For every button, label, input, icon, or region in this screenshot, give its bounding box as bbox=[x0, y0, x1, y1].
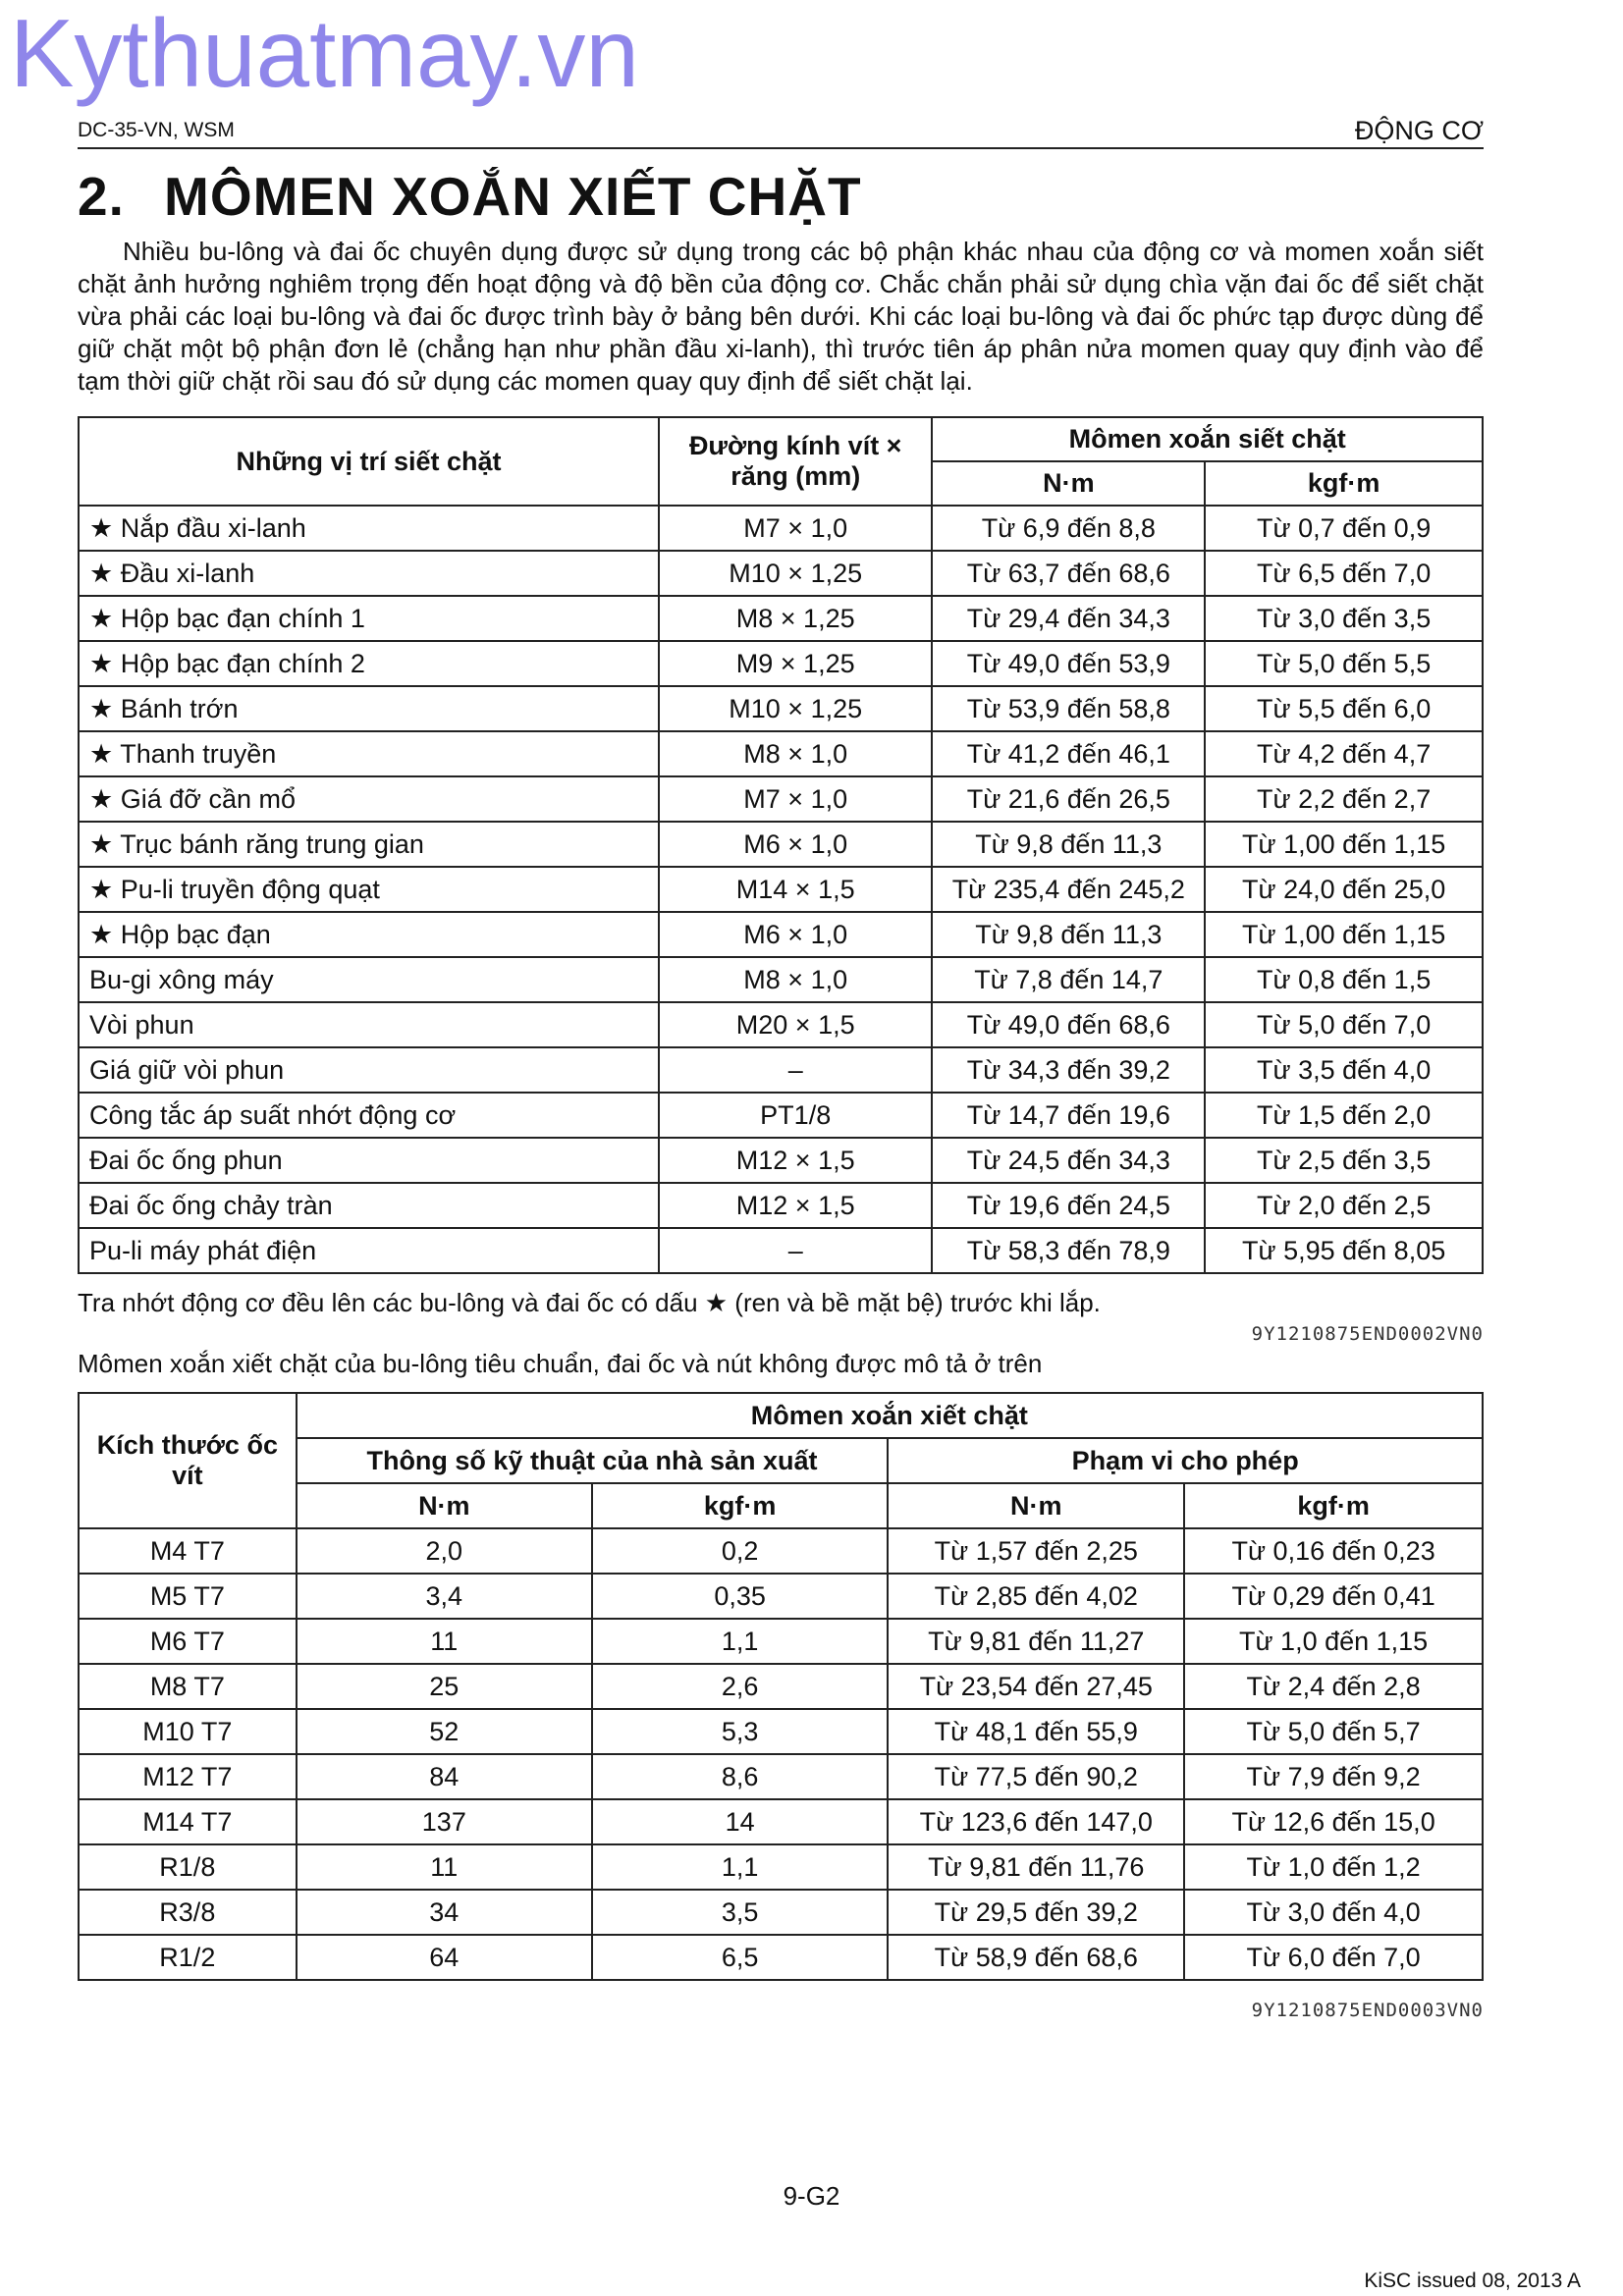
header-rule bbox=[78, 147, 1484, 149]
cell-diameter: M12 × 1,5 bbox=[659, 1138, 932, 1183]
cell-nm: Từ 21,6 đến 26,5 bbox=[932, 776, 1205, 822]
torque-table-specific bbox=[78, 416, 1484, 1274]
cell-allowed-nm: Từ 9,81 đến 11,27 bbox=[888, 1619, 1184, 1664]
cell-kgfm: Từ 5,0 đến 5,5 bbox=[1205, 641, 1483, 686]
cell-nm: Từ 7,8 đến 14,7 bbox=[932, 957, 1205, 1002]
table2-code: 9Y1210875END0003VN0 bbox=[1251, 2000, 1484, 2021]
cell-location: ★ Đầu xi-lanh bbox=[79, 551, 659, 596]
cell-allowed-nm: Từ 77,5 đến 90,2 bbox=[888, 1754, 1184, 1799]
table-row bbox=[79, 1047, 1483, 1093]
table-row bbox=[79, 1093, 1483, 1138]
cell-kgfm: Từ 0,8 đến 1,5 bbox=[1205, 957, 1483, 1002]
cell-location: ★ Trục bánh răng trung gian bbox=[79, 822, 659, 867]
cell-nm: Từ 49,0 đến 68,6 bbox=[932, 1002, 1205, 1047]
header-doc-id: DC-35-VN, WSM bbox=[78, 119, 235, 141]
cell-mfr-kgfm: 0,35 bbox=[592, 1574, 888, 1619]
cell-allowed-kgfm: Từ 1,0 đến 1,15 bbox=[1184, 1619, 1483, 1664]
cell-allowed-nm: Từ 29,5 đến 39,2 bbox=[888, 1890, 1184, 1935]
cell-size: R1/2 bbox=[79, 1935, 297, 1980]
cell-mfr-kgfm: 1,1 bbox=[592, 1844, 888, 1890]
cell-mfr-nm: 137 bbox=[297, 1799, 592, 1844]
cell-nm: Từ 14,7 đến 19,6 bbox=[932, 1093, 1205, 1138]
cell-allowed-kgfm: Từ 12,6 đến 15,0 bbox=[1184, 1799, 1483, 1844]
cell-kgfm: Từ 6,5 đến 7,0 bbox=[1205, 551, 1483, 596]
table-row bbox=[79, 1574, 1483, 1619]
cell-location: Giá giữ vòi phun bbox=[79, 1047, 659, 1093]
table-row bbox=[79, 596, 1483, 641]
cell-kgfm: Từ 0,7 đến 0,9 bbox=[1205, 506, 1483, 551]
cell-size: R1/8 bbox=[79, 1844, 297, 1890]
cell-diameter: M10 × 1,25 bbox=[659, 551, 932, 596]
col-location-header: Những vị trí siết chặt bbox=[79, 417, 659, 506]
cell-mfr-kgfm: 8,6 bbox=[592, 1754, 888, 1799]
cell-mfr-nm: 3,4 bbox=[297, 1574, 592, 1619]
col-mfr-kgfm-header: kgf·m bbox=[592, 1483, 888, 1528]
cell-allowed-nm: Từ 9,81 đến 11,76 bbox=[888, 1844, 1184, 1890]
col-manufacturer-header: Thông số kỹ thuật của nhà sản xuất bbox=[297, 1438, 889, 1483]
table-row bbox=[79, 867, 1483, 912]
cell-mfr-kgfm: 6,5 bbox=[592, 1935, 888, 1980]
cell-size: R3/8 bbox=[79, 1890, 297, 1935]
cell-diameter: M14 × 1,5 bbox=[659, 867, 932, 912]
cell-diameter: M10 × 1,25 bbox=[659, 686, 932, 731]
cell-kgfm: Từ 3,0 đến 3,5 bbox=[1205, 596, 1483, 641]
cell-location: Pu-li máy phát điện bbox=[79, 1228, 659, 1273]
page-number: 9-G2 bbox=[783, 2181, 840, 2211]
table-row bbox=[79, 912, 1483, 957]
col-size-header: Kích thước ốc vít bbox=[79, 1393, 297, 1528]
table-row bbox=[79, 506, 1483, 551]
cell-diameter: – bbox=[659, 1228, 932, 1273]
cell-kgfm: Từ 24,0 đến 25,0 bbox=[1205, 867, 1483, 912]
table-row bbox=[79, 1709, 1483, 1754]
cell-nm: Từ 34,3 đến 39,2 bbox=[932, 1047, 1205, 1093]
cell-kgfm: Từ 5,5 đến 6,0 bbox=[1205, 686, 1483, 731]
cell-kgfm: Từ 1,00 đến 1,15 bbox=[1205, 822, 1483, 867]
cell-diameter: M8 × 1,0 bbox=[659, 957, 932, 1002]
intro-text: Nhiều bu-lông và đai ốc chuyên dụng được sử dụng trong các bộ phận khác nhau của động cơ và momen xoắn siết chặt ảnh hưởng nghiêm trọng đến hoạt động và độ bền của động cơ. Chắc chắn phải sử dụng chìa vặn đai ốc để siết chặt vừa phải các loại bu-lông và đai ốc được trình bày ở bảng bên dưới. Khi các loại bu-lông và đai ốc phức tạp được dùng để giữ chặt một bộ phận đơn lẻ (chẳng hạn như phần đầu xi-lanh), thì trước tiên áp phân nửa momen quay quy định vào để tạm thời giữ chặt rồi sau đó sử dụng các momen quay quy định để siết chặt lại. bbox=[78, 237, 1484, 396]
cell-nm: Từ 9,8 đến 11,3 bbox=[932, 912, 1205, 957]
cell-mfr-nm: 52 bbox=[297, 1709, 592, 1754]
cell-diameter: M7 × 1,0 bbox=[659, 776, 932, 822]
cell-mfr-kgfm: 2,6 bbox=[592, 1664, 888, 1709]
cell-mfr-kgfm: 5,3 bbox=[592, 1709, 888, 1754]
table-row bbox=[79, 641, 1483, 686]
col-kgfm-header: kgf·m bbox=[1205, 461, 1483, 506]
cell-mfr-nm: 64 bbox=[297, 1935, 592, 1980]
cell-kgfm: Từ 3,5 đến 4,0 bbox=[1205, 1047, 1483, 1093]
cell-location: ★ Hộp bạc đạn chính 1 bbox=[79, 596, 659, 641]
cell-location: ★ Thanh truyền bbox=[79, 731, 659, 776]
cell-nm: Từ 58,3 đến 78,9 bbox=[932, 1228, 1205, 1273]
table-row bbox=[79, 686, 1483, 731]
cell-location: Vòi phun bbox=[79, 1002, 659, 1047]
cell-location: ★ Pu-li truyền động quạt bbox=[79, 867, 659, 912]
cell-mfr-kgfm: 3,5 bbox=[592, 1890, 888, 1935]
section-number: 2. bbox=[78, 166, 125, 227]
col-torque-header: Mômen xoắn siết chặt bbox=[932, 417, 1483, 461]
watermark-logo: Kythuatmay.vn bbox=[10, 0, 639, 107]
header-chapter: ĐỘNG CƠ bbox=[1354, 116, 1484, 145]
table-row bbox=[79, 957, 1483, 1002]
section-title-text: MÔMEN XOẮN XIẾT CHẶT bbox=[164, 166, 862, 227]
intro-paragraph bbox=[78, 236, 1484, 398]
cell-allowed-nm: Từ 2,85 đến 4,02 bbox=[888, 1574, 1184, 1619]
cell-diameter: M8 × 1,0 bbox=[659, 731, 932, 776]
cell-allowed-kgfm: Từ 0,16 đến 0,23 bbox=[1184, 1528, 1483, 1574]
cell-allowed-kgfm: Từ 5,0 đến 5,7 bbox=[1184, 1709, 1483, 1754]
table-row bbox=[79, 776, 1483, 822]
cell-location: Đai ốc ống phun bbox=[79, 1138, 659, 1183]
cell-allowed-kgfm: Từ 1,0 đến 1,2 bbox=[1184, 1844, 1483, 1890]
cell-kgfm: Từ 1,00 đến 1,15 bbox=[1205, 912, 1483, 957]
cell-kgfm: Từ 1,5 đến 2,0 bbox=[1205, 1093, 1483, 1138]
cell-diameter: M20 × 1,5 bbox=[659, 1002, 932, 1047]
issue-info: KiSC issued 08, 2013 A bbox=[1364, 2269, 1581, 2292]
cell-nm: Từ 49,0 đến 53,9 bbox=[932, 641, 1205, 686]
cell-allowed-nm: Từ 1,57 đến 2,25 bbox=[888, 1528, 1184, 1574]
cell-nm: Từ 29,4 đến 34,3 bbox=[932, 596, 1205, 641]
cell-nm: Từ 235,4 đến 245,2 bbox=[932, 867, 1205, 912]
table-row bbox=[79, 551, 1483, 596]
cell-allowed-nm: Từ 123,6 đến 147,0 bbox=[888, 1799, 1184, 1844]
cell-allowed-kgfm: Từ 3,0 đến 4,0 bbox=[1184, 1890, 1483, 1935]
cell-nm: Từ 6,9 đến 8,8 bbox=[932, 506, 1205, 551]
cell-mfr-kgfm: 14 bbox=[592, 1799, 888, 1844]
cell-size: M5 T7 bbox=[79, 1574, 297, 1619]
table-row bbox=[79, 1664, 1483, 1709]
cell-allowed-nm: Từ 23,54 đến 27,45 bbox=[888, 1664, 1184, 1709]
table-row bbox=[79, 1002, 1483, 1047]
section-title bbox=[78, 165, 862, 228]
cell-kgfm: Từ 4,2 đến 4,7 bbox=[1205, 731, 1483, 776]
cell-mfr-nm: 34 bbox=[297, 1890, 592, 1935]
cell-location: ★ Hộp bạc đạn bbox=[79, 912, 659, 957]
cell-diameter: M9 × 1,25 bbox=[659, 641, 932, 686]
cell-mfr-nm: 11 bbox=[297, 1844, 592, 1890]
cell-nm: Từ 41,2 đến 46,1 bbox=[932, 731, 1205, 776]
cell-size: M6 T7 bbox=[79, 1619, 297, 1664]
table-row bbox=[79, 1619, 1483, 1664]
table-row bbox=[79, 1754, 1483, 1799]
col-allowed-kgfm-header: kgf·m bbox=[1184, 1483, 1483, 1528]
cell-nm: Từ 63,7 đến 68,6 bbox=[932, 551, 1205, 596]
cell-location: Công tắc áp suất nhớt động cơ bbox=[79, 1093, 659, 1138]
table2-caption: Mômen xoắn xiết chặt của bu-lông tiêu chuẩn, đai ốc và nút không được mô tả ở trên bbox=[78, 1349, 1043, 1378]
cell-size: M4 T7 bbox=[79, 1528, 297, 1574]
cell-allowed-kgfm: Từ 6,0 đến 7,0 bbox=[1184, 1935, 1483, 1980]
cell-location: Đai ốc ống chảy tràn bbox=[79, 1183, 659, 1228]
cell-location: Bu-gi xông máy bbox=[79, 957, 659, 1002]
cell-kgfm: Từ 2,5 đến 3,5 bbox=[1205, 1138, 1483, 1183]
cell-mfr-kgfm: 0,2 bbox=[592, 1528, 888, 1574]
cell-kgfm: Từ 5,0 đến 7,0 bbox=[1205, 1002, 1483, 1047]
cell-mfr-nm: 25 bbox=[297, 1664, 592, 1709]
cell-kgfm: Từ 5,95 đến 8,05 bbox=[1205, 1228, 1483, 1273]
table-row bbox=[79, 1228, 1483, 1273]
cell-kgfm: Từ 2,0 đến 2,5 bbox=[1205, 1183, 1483, 1228]
cell-size: M12 T7 bbox=[79, 1754, 297, 1799]
col-nm-header: N·m bbox=[932, 461, 1205, 506]
cell-size: M10 T7 bbox=[79, 1709, 297, 1754]
cell-nm: Từ 19,6 đến 24,5 bbox=[932, 1183, 1205, 1228]
cell-mfr-nm: 11 bbox=[297, 1619, 592, 1664]
cell-diameter: M6 × 1,0 bbox=[659, 822, 932, 867]
cell-nm: Từ 9,8 đến 11,3 bbox=[932, 822, 1205, 867]
col-diameter-header: Đường kính vít × răng (mm) bbox=[659, 417, 932, 506]
cell-diameter: M6 × 1,0 bbox=[659, 912, 932, 957]
cell-nm: Từ 24,5 đến 34,3 bbox=[932, 1138, 1205, 1183]
cell-diameter: M8 × 1,25 bbox=[659, 596, 932, 641]
cell-mfr-nm: 2,0 bbox=[297, 1528, 592, 1574]
cell-location: ★ Hộp bạc đạn chính 2 bbox=[79, 641, 659, 686]
table-row bbox=[79, 1844, 1483, 1890]
cell-allowed-nm: Từ 48,1 đến 55,9 bbox=[888, 1709, 1184, 1754]
cell-allowed-kgfm: Từ 7,9 đến 9,2 bbox=[1184, 1754, 1483, 1799]
cell-size: M8 T7 bbox=[79, 1664, 297, 1709]
cell-diameter: PT1/8 bbox=[659, 1093, 932, 1138]
cell-diameter: – bbox=[659, 1047, 932, 1093]
table-row bbox=[79, 1528, 1483, 1574]
cell-mfr-nm: 84 bbox=[297, 1754, 592, 1799]
col-torque-header-2: Mômen xoắn xiết chặt bbox=[297, 1393, 1483, 1438]
torque-table-standard bbox=[78, 1392, 1484, 1981]
table-row bbox=[79, 1890, 1483, 1935]
cell-mfr-kgfm: 1,1 bbox=[592, 1619, 888, 1664]
cell-allowed-kgfm: Từ 0,29 đến 0,41 bbox=[1184, 1574, 1483, 1619]
cell-allowed-kgfm: Từ 2,4 đến 2,8 bbox=[1184, 1664, 1483, 1709]
table-row bbox=[79, 822, 1483, 867]
cell-diameter: M12 × 1,5 bbox=[659, 1183, 932, 1228]
cell-location: ★ Bánh trớn bbox=[79, 686, 659, 731]
table-row bbox=[79, 1183, 1483, 1228]
table1-note: Tra nhớt động cơ đều lên các bu-lông và đai ốc có dấu ★ (ren và bề mặt bệ) trước khi lắp. bbox=[78, 1288, 1101, 1317]
cell-location: ★ Nắp đầu xi-lanh bbox=[79, 506, 659, 551]
table-row bbox=[79, 1799, 1483, 1844]
cell-diameter: M7 × 1,0 bbox=[659, 506, 932, 551]
table1-code: 9Y1210875END0002VN0 bbox=[1251, 1323, 1484, 1345]
cell-size: M14 T7 bbox=[79, 1799, 297, 1844]
col-allowed-header: Phạm vi cho phép bbox=[888, 1438, 1483, 1483]
table-row bbox=[79, 1935, 1483, 1980]
cell-kgfm: Từ 2,2 đến 2,7 bbox=[1205, 776, 1483, 822]
table-row bbox=[79, 731, 1483, 776]
table-row bbox=[79, 1138, 1483, 1183]
col-allowed-nm-header: N·m bbox=[888, 1483, 1184, 1528]
cell-location: ★ Giá đỡ cần mổ bbox=[79, 776, 659, 822]
col-mfr-nm-header: N·m bbox=[297, 1483, 592, 1528]
cell-nm: Từ 53,9 đến 58,8 bbox=[932, 686, 1205, 731]
cell-allowed-nm: Từ 58,9 đến 68,6 bbox=[888, 1935, 1184, 1980]
